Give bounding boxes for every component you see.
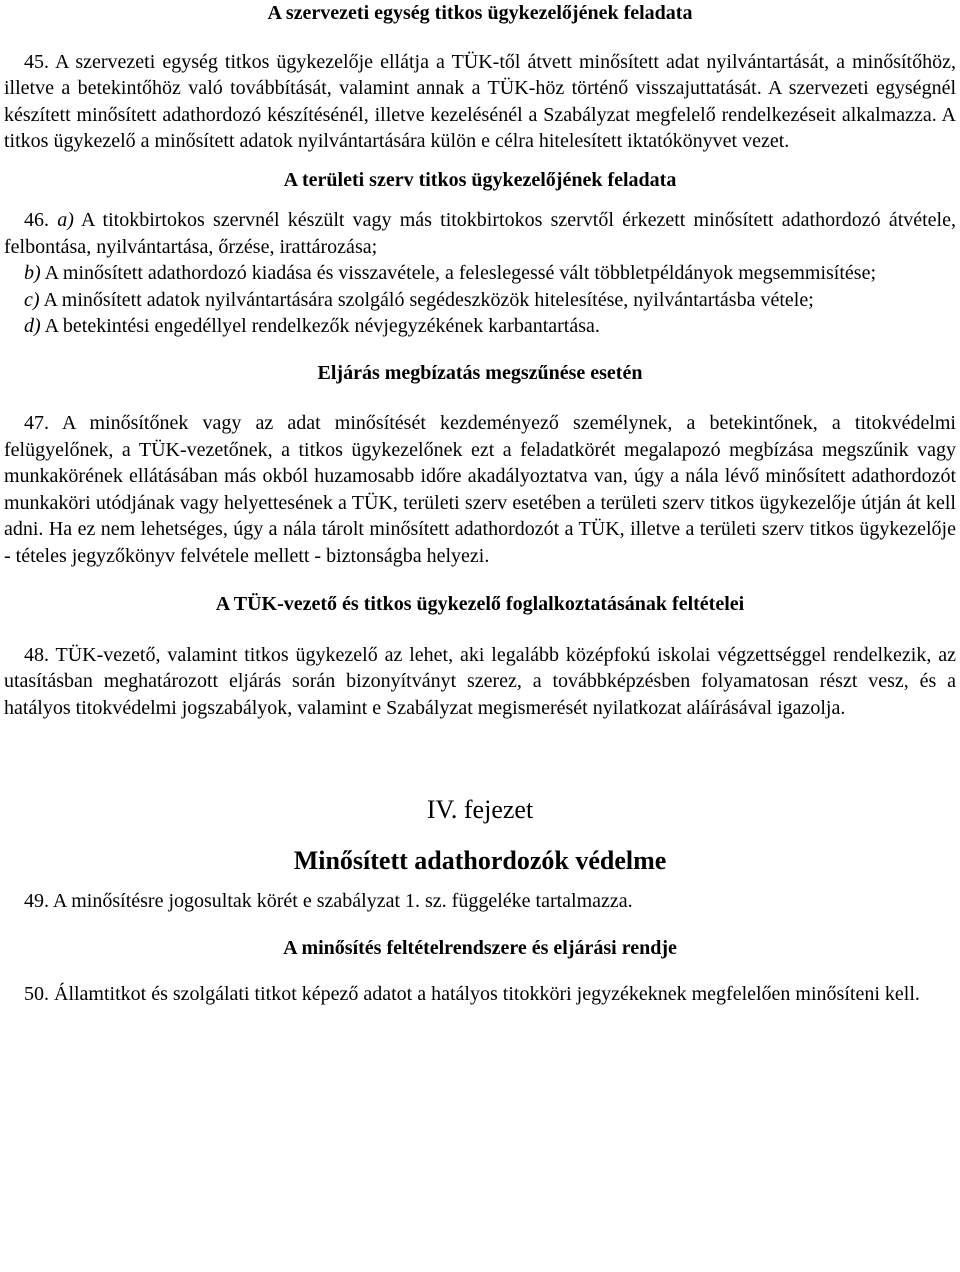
- paragraph-47: 47. A minősítőnek vagy az adat minősítését kezdeményező személynek, a betekintőnek, a titokvédelmi felügyelőnek, a TÜK-vezetőnek, a titkos ügykezelőnek ezt a feladatkörét megalapozó megbízása megszűnik vagy munkakörének ellátásában más okból huzamosabb időre akadályoztatva van, úgy a nála lévő minősített adathordozót munkaköri utódjának vagy helyettesének a TÜK, területi szerv esetében a területi szerv titkos ügykezelője útján át kell adni. Ha ez nem lehetséges, úgy a nála tárolt minősített adathordozót a TÜK, illetve a területi szerv titkos ügykezelője - tételes jegyzőkönyv felvétele mellett - biztonságba helyezi.: [4, 412, 956, 567]
- paragraph-45: 45. A szervezeti egység titkos ügykezelője ellátja a TÜK-től átvett minősített adat nyilvántartását, a minősítőhöz, illetve a betekintőhöz való továbbítását, valamint annak a TÜK-höz történő visszajuttatását. A szervezeti egységnél készített minősített adathordozó készítésénél, illetve kezelésénél a Szabályzat megfelelő rendelkezéseit alkalmazza. A titkos ügykezelő a minősített adatok nyilvántartására külön e célra hitelesített iktatókönyvet vezet.: [4, 50, 956, 152]
- item-c-label: c): [24, 288, 40, 311]
- chapter-title: Minősített adathordozók védelme: [293, 845, 667, 875]
- chapter-number: IV. fejezet: [426, 795, 534, 824]
- section-heading-unit-clerk: A szervezeti egység titkos ügykezelőjének feladata: [267, 2, 693, 24]
- section-heading-territorial-clerk: A területi szerv titkos ügykezelőjének feladata: [283, 168, 677, 191]
- paragraph-46-b: [4, 260, 956, 287]
- item-d-label: d): [24, 315, 41, 337]
- section-heading-employment-conditions: A TÜK-vezető és titkos ügykezelő foglalkoztatásának feltételei: [215, 593, 745, 615]
- item-b-label: b): [24, 262, 41, 284]
- section-heading-termination: Eljárás megbízatás megszűnése esetén: [317, 361, 643, 384]
- item-a-text: A titokbirtokos szervnél készült vagy más titokbirtokos szervtől érkezett minősített adathordozó átvétele, felbontása, nyilvántartása, őrzése, irattározása;: [4, 209, 956, 258]
- item-a-label: a): [57, 209, 74, 231]
- item-d-text: A betekintési engedéllyel rendelkezők névjegyzékének karbantartása.: [44, 315, 600, 337]
- item-c-text: A minősített adatok nyilvántartására szolgáló segédeszközök hitelesítése, nyilvántartásba vétele;: [43, 288, 814, 311]
- section-heading-classification-rules: A minősítés feltételrendszere és eljárási rendje: [283, 936, 677, 959]
- paragraph-50: 50. Államtitkot és szolgálati titkot képező adatot a hatályos titokköri jegyzékeknek megfelelően minősíteni kell.: [24, 983, 920, 1005]
- paragraph-46-c: [4, 287, 956, 314]
- item-b-text: A minősített adathordozó kiadása és visszavétele, a feleslegessé vált többletpéldányok megsemmisítése;: [44, 262, 877, 284]
- paragraph-46-number: 46.: [24, 209, 49, 231]
- paragraph-49: 49. A minősítésre jogosultak körét e szabályzat 1. sz. függeléke tartalmazza.: [24, 890, 633, 912]
- paragraph-46-d: [4, 313, 956, 340]
- paragraph-48: 48. TÜK-vezető, valamint titkos ügykezelő az lehet, aki legalább középfokú iskolai végzettséggel rendelkezik, az utasításban meghatározott eljárás során bizonyítványt szerez, a továbbképzésben folyamatosan részt vesz, és a hatályos titokvédelmi jogszabályok, valamint e Szabályzat megismerését nyilatkozat aláírásával igazolja.: [4, 643, 956, 719]
- paragraph-46-a: [4, 207, 956, 260]
